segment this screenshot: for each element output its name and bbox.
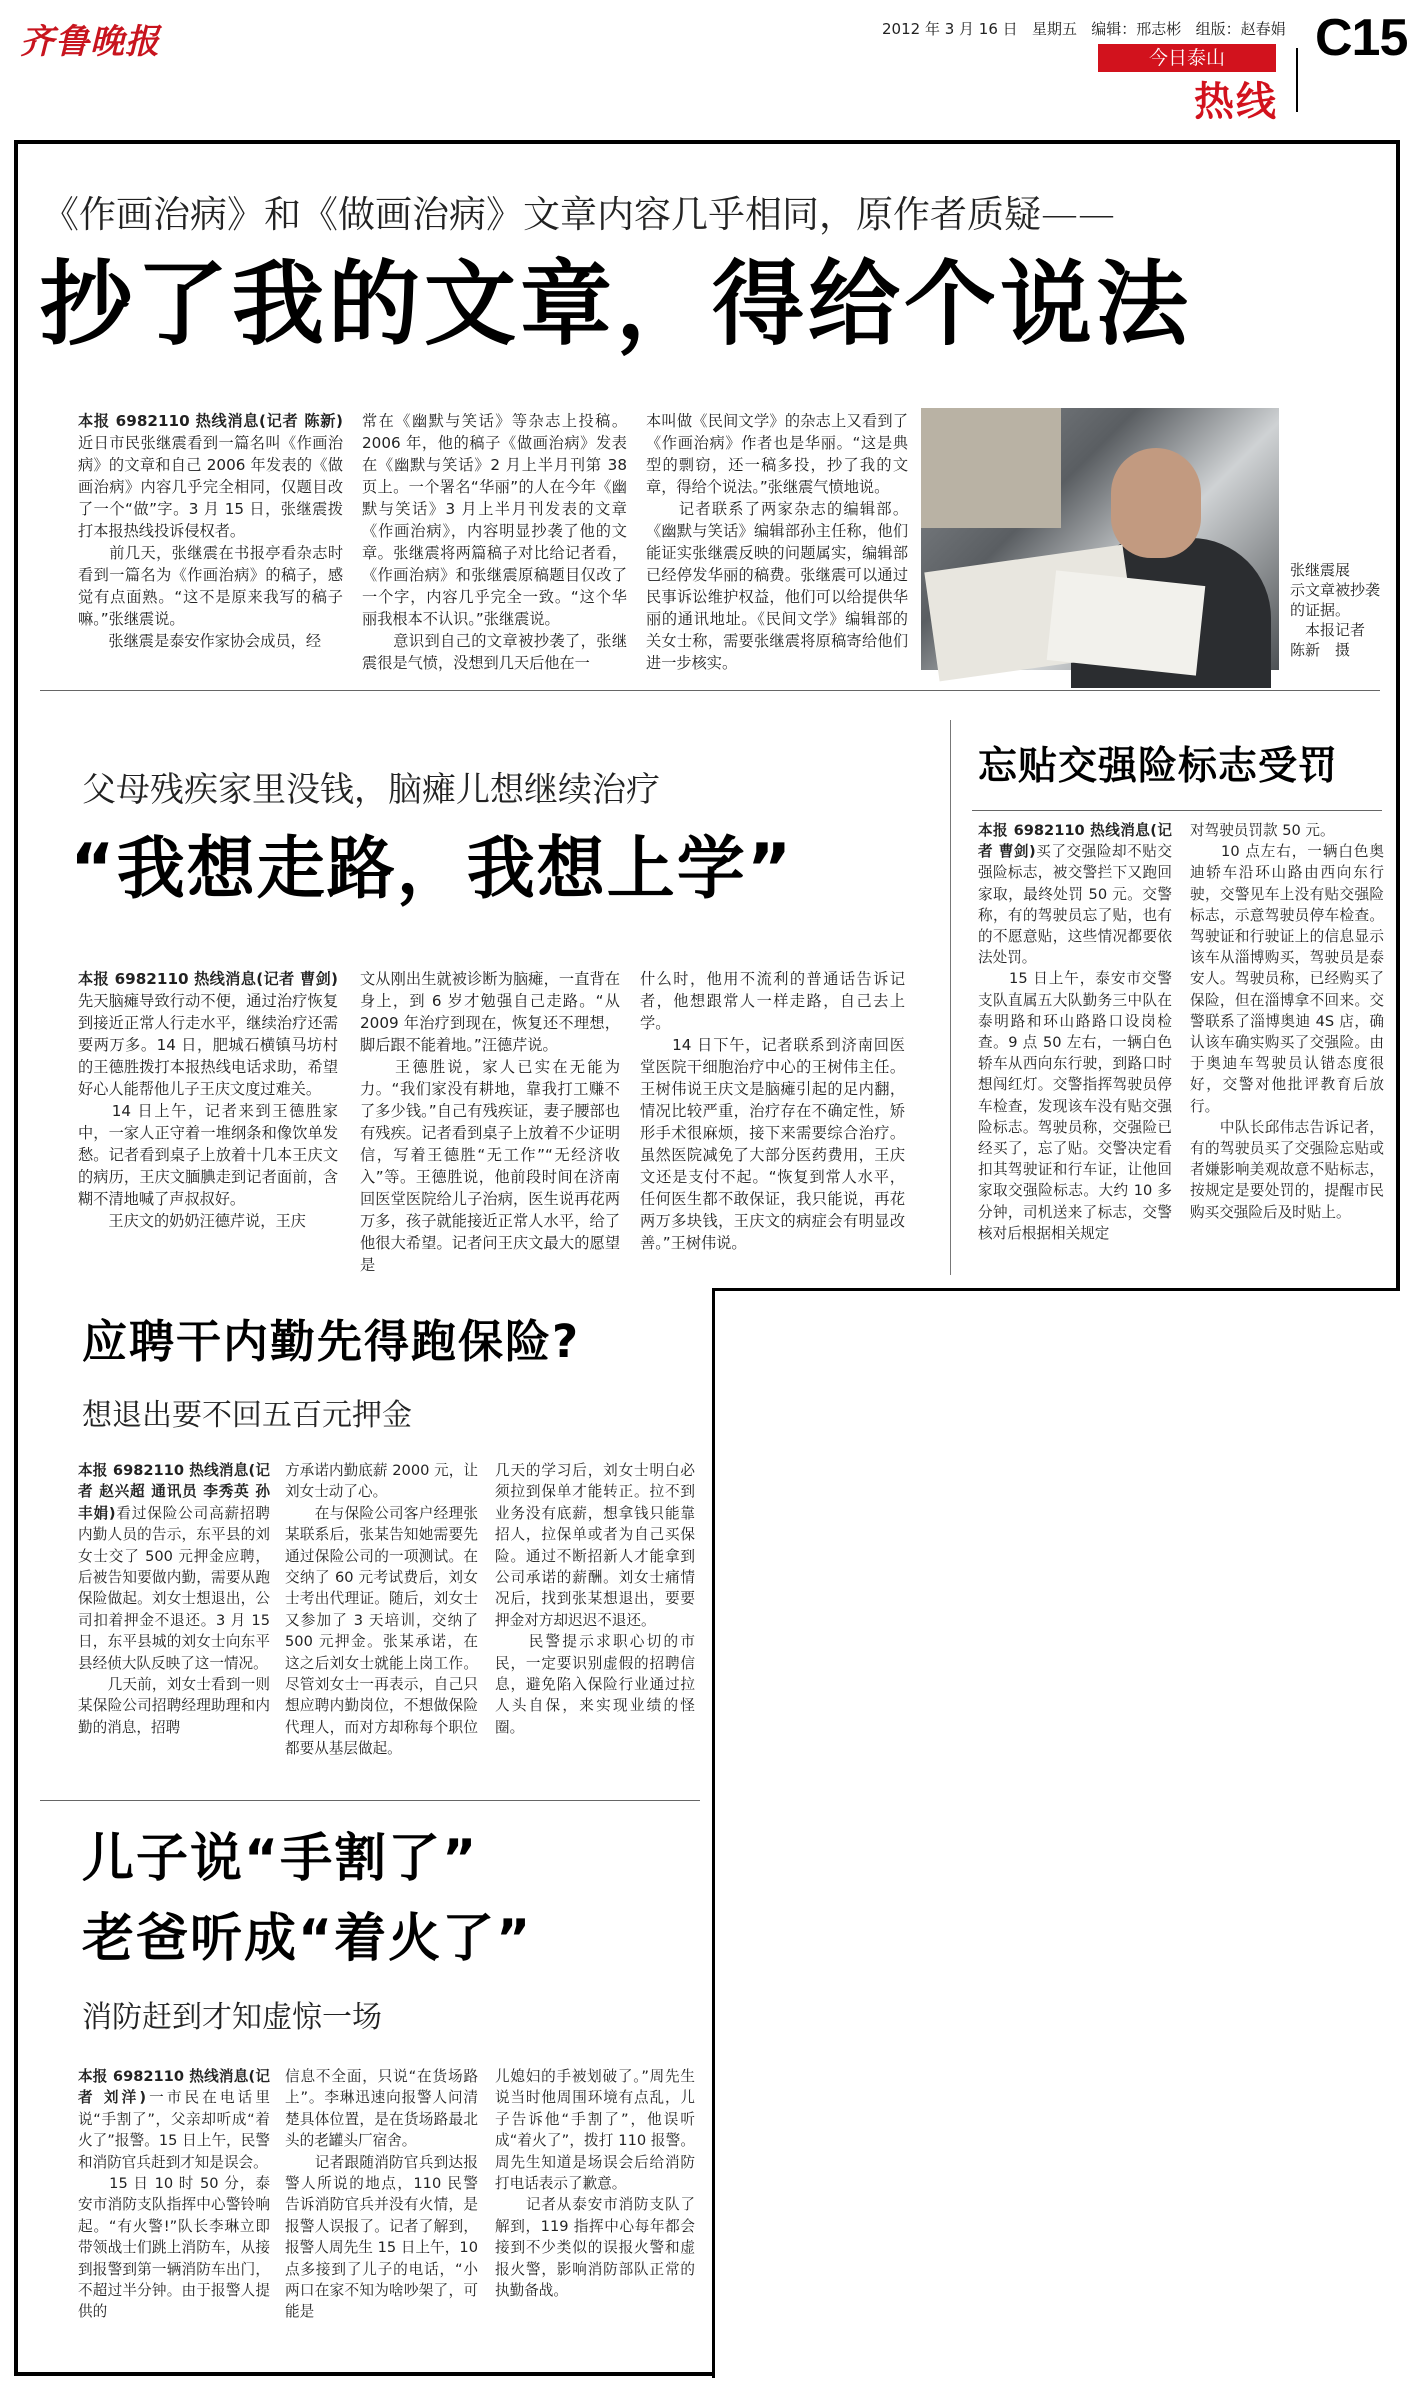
article1-col2: 常在《幽默与笑话》等杂志上投稿。2006 年，他的稿子《做画治病》发表在《幽默与笑话》2 月上半月刊第 38 页上。一个署名“华丽”的人在今年《幽默与笑话》3 月上半月刊发表的文章《作画治病》，内容明显抄袭了他的文章。张继震将两篇稿子对比给记者看，《作画治病》和张继震原稿题目仅改了一个字，内容几乎完全一致。“这个华丽我根本不认识。”张继震说。 意识到自己的文章被抄袭了，张继震很是气愤，没想到几天后他在一 [362, 412, 627, 672]
article5-col1 [78, 2066, 270, 2366]
frame-left-rule [14, 140, 18, 2376]
header-divider [1296, 48, 1298, 112]
article4-col1-text: 看过保险公司高薪招聘内勤人员的告示，东平县的刘女士交了 500 元押金应聘，后被告知要做内勤，需要从跑保险做起。刘女士想退出，公司扣着押金不退还。3 月 15 日，东平县城的刘女士向东平县经侦大队反映了这一情况。 几天前，刘女士看到一则某保险公司招聘经理助理和内勤的消息，招聘 [78, 1504, 270, 1736]
frame-mid-vertical-rule [712, 1288, 715, 2378]
frame-right-rule [1396, 140, 1400, 1290]
weekday: 星期五 [1031, 20, 1077, 38]
article5-headline-line2: 老爸听成“着火了” [82, 1909, 533, 1969]
article1-lead: 本报 6982110 热线消息(记者 陈新) [78, 412, 343, 430]
frame-top-rule [14, 140, 1400, 144]
photo-person-head [1111, 448, 1201, 558]
article2-col3: 什么时，他用不流利的普通话告诉记者，他想跟常人一样走路，自己去上学。 14 日下午，记者联系到济南回医堂医院干细胞治疗中心的王树伟主任。王树伟说王庆文是脑瘫引起的足内翻，情况比较严重，治疗存在不确定性，矫形手术很麻烦，接下来需要综合治疗。虽然医院减免了大部分医药费用，王庆文还是支付不起。“恢复到常人水平，任何医生都不敢保证，我只能说，再花两万多块钱，王庆文的病症会有明显改善。”王树伟说。 [640, 970, 905, 1252]
frame-mid-rule [714, 1288, 1400, 1291]
article3-col1-text: 买了交强险却不贴交强险标志，被交警拦下又跑回家取，最终处罚 50 元。交警称，有的驾驶员忘了贴，也有的不愿意贴，这些情况都要依法处罚。 15 日上午，泰安市交警支队直属五大队勤务三中队在泰明路和环山路路口设岗检查。9 点 50 左右，一辆白色轿车从西向东行驶，到路口时想闯红灯。交警指挥驾驶员停车检查，发现该车没有贴交强险标志。驾驶员称，交强险已经买了，忘了贴。交警决定看扣其驾驶证和行车证，让他回家取交强险标志。大约 10 多分钟，司机送来了标志，交警核对后根据相关规定 [978, 843, 1172, 1242]
article5-lead: 本报 6982110 热线消息(记者 刘洋) [78, 2068, 270, 2107]
masthead: 齐鲁晚报 [20, 22, 160, 62]
article4-kicker: 想退出要不回五百元押金 [82, 1398, 412, 1433]
article5-col3: 儿媳妇的手被划破了。”周先生说当时他周围环境有点乱，儿子告诉他“手割了”，他误听成“着火了”，拨打 110 报警。周先生知道是场误会后给消防打电话表示了歉意。 记者从泰安市消防支队了解到，119 指挥中心每年都会接到不少类似的误报火警和虚报火警，影响消防部队正常的执勤备战。 [495, 2068, 695, 2300]
section-title: 热线 [1194, 79, 1278, 125]
article3-left-rule [950, 720, 951, 1275]
article5-headline-line1: 儿子说“手割了” [82, 1829, 479, 1889]
article2-lead: 本报 6982110 热线消息(记者 曹剑) [78, 970, 338, 988]
article2-col1 [78, 968, 338, 1268]
article1-col1 [78, 410, 343, 670]
article3-col2: 对驾驶员罚款 50 元。 10 点左右，一辆白色奥迪轿车沿环山路由西向东行驶，交警见车上没有贴交强险标志，示意驾驶员停车检查。驾驶证和行驶证上的信息显示该车从淄博购买，驾驶员是泰安人。驾驶员称，已经购买了保险，但在淄博拿不回来。交警联系了淄博奥迪 4S 店，确认该车确实购买了交强险。由于奥迪车驾驶员认错态度很好，交警对他批评教育后放行。 中队长邱伟志告诉记者，有的驾驶员买了交强险忘贴或者嫌影响美观故意不贴标志，按规定是要处罚的，提醒市民购买交强险后及时贴上。 [1190, 822, 1384, 1221]
page-number: C15 [1315, 9, 1408, 67]
article2-col2: 文从刚出生就被诊断为脑瘫，一直背在身上，到 6 岁才勉强自己走路。“从 2009 年治疗到现在，恢复还不理想，脚后跟不能着地。”汪德芹说。 王德胜说，家人已实在无能为力。“我们家没有耕地，靠我打工赚不了多少钱。”自己有残疾证，妻子腰部也有残疾。记者看到桌子上放着不少证明信，写着王德胜“无工作”“无经济收入”等。王德胜说，他前段时间在济南回医堂医院给儿子治病，医生说再花两万多，孩子就能接近正常人水平，给了他很大希望。记者问王庆文最大的愿望是 [360, 970, 620, 1274]
article2-headline: “我想走路，我想上学” [70, 830, 794, 909]
photo-shelf [921, 408, 1061, 528]
article4-col3: 几天的学习后，刘女士明白必须拉到保单才能转正。拉不到业务没有底薪，想拿钱只能靠招人，拉保单或者为自己买保险。通过不断招新人才能拿到公司承诺的薪酬。刘女士痛情况后，找到张某想退出，要要押金对方却迟迟不退还。 民警提示求职心切的市民，一定要识别虚假的招聘信息，避免陷入保险行业通过拉人头自保，来实现业绩的怪圈。 [495, 1462, 695, 1736]
article5-kicker: 消防赶到才知虚惊一场 [82, 2000, 382, 2035]
article1-photo-caption: 张继震展 示文章被抄袭 的证据。 本报记者 陈新 摄 [1290, 561, 1381, 659]
article3-col1 [978, 820, 1172, 1260]
article5-col1-text: 一市民在电话里说“手割了”，父亲却听成“着火了”报警。15 日上午，民警和消防官兵赶到才知是误会。 15 日 10 时 50 分，泰安市消防支队指挥中心警铃响起。“有火警!”队长李琳立即带领战士们跳上消防车，从接到报警到第一辆消防车出门，不超过半分钟。由于报警人提供的 [78, 2089, 270, 2321]
article3-headline: 忘贴交强险标志受罚 [978, 744, 1339, 789]
frame-bottom-rule [14, 2372, 715, 2376]
article3-lead: 本报 6982110 热线消息(记者 曹剑) [978, 822, 1172, 861]
issue-date: 2012 年 3 月 16 日 [882, 20, 1018, 38]
article4-lead: 本报 6982110 热线消息(记者 赵兴超 通讯员 李秀英 孙丰娟) [78, 1462, 270, 1522]
article1-headline: 抄了我的文章，得给个说法 [40, 251, 1193, 358]
article4-headline: 应聘干内勤先得跑保险? [82, 1315, 581, 1368]
section-box: 今日泰山 [1098, 44, 1276, 72]
article1-kicker: 《作画治病》和《做画治病》文章内容几乎相同，原作者质疑—— [42, 193, 1115, 236]
layout-credit: 组版：赵春娟 [1195, 20, 1286, 38]
article5-col2: 信息不全面，只说“在货场路上”。李琳迅速向报警人问清楚具体位置，是在货场路最北头的老罐头厂宿舍。 记者跟随消防官兵到达报警人所说的地点，110 民警告诉消防官兵并没有火情，是报警人误报了。记者了解到，报警人周先生 15 日上午，10 点多接到了儿子的电话，“小两口在家不知为啥吵架了，可能是 [285, 2068, 478, 2321]
article1-bottom-rule [40, 690, 1380, 691]
editor-credit: 编辑：邢志彬 [1091, 20, 1182, 38]
article1-col1-text: 近日市民张继震看到一篇名叫《作画治病》的文章和自己 2006 年发表的《做画治病》内容几乎完全相同，仅题目改了一个“做”字。3 月 15 日，张继震拨打本报热线投诉侵权者。 前几天，张继震在书报亭看杂志时看到一篇名为《作画治病》的稿子，感觉有点面熟。“这不是原来我写的稿子嘛。”张继震说。 张继震是泰安作家协会成员，经 [78, 434, 343, 650]
article4-col1 [78, 1460, 270, 1780]
article3-title-rule [972, 810, 1382, 811]
photo-paper-2 [1047, 570, 1206, 675]
article4-col2: 方承诺内勤底薪 2000 元，让刘女士动了心。 在与保险公司客户经理张某联系后，张某告知她需要先通过保险公司的一项测试。在交纳了 60 元考试费后，刘女士考出代理证。随后，刘女士又参加了 3 天培训，交纳了 500 元押金。张某承诺，在这之后刘女士就能上岗工作。尽管刘女士一再表示，自己只想应聘内勤岗位，不想做保险代理人，而对方却称每个职位都要从基层做起。 [285, 1462, 478, 1758]
article1-col3: 本叫做《民间文学》的杂志上又看到了《作画治病》作者也是华丽。“这是典型的剽窃，还一稿多投，抄了我的文章，得给个说法。”张继震气愤地说。 记者联系了两家杂志的编辑部。《幽默与笑话》编辑部孙主任称，他们能证实张继震反映的问题属实，编辑部已经停发华丽的稿费。张继震可以通过民事诉讼维护权益，他们可以给提供华丽的通讯地址。《民间文学》编辑部的关女士称，需要张继震将原稿寄给他们进一步核实。 [646, 412, 908, 672]
dateline [882, 18, 1286, 39]
article2-kicker: 父母残疾家里没钱，脑瘫儿想继续治疗 [82, 770, 660, 810]
article2-col1-text: 先天脑瘫导致行动不便，通过治疗恢复到接近正常人行走水平，继续治疗还需要两万多。14 日，肥城石横镇马坊村的王德胜拨打本报热线电话求助，希望好心人能帮他儿子王庆文度过难关。 14 日上午，记者来到王德胜家中，一家人正守着一堆纲条和像饮单发愁。记者看到桌子上放着十几本王庆文的病历，王庆文腼腆走到记者面前，含糊不清地喊了声叔叔好。 王庆文的奶奶汪德芹说，王庆 [78, 992, 338, 1230]
article1-photo [921, 408, 1279, 670]
article4-bottom-rule [40, 1800, 700, 1801]
